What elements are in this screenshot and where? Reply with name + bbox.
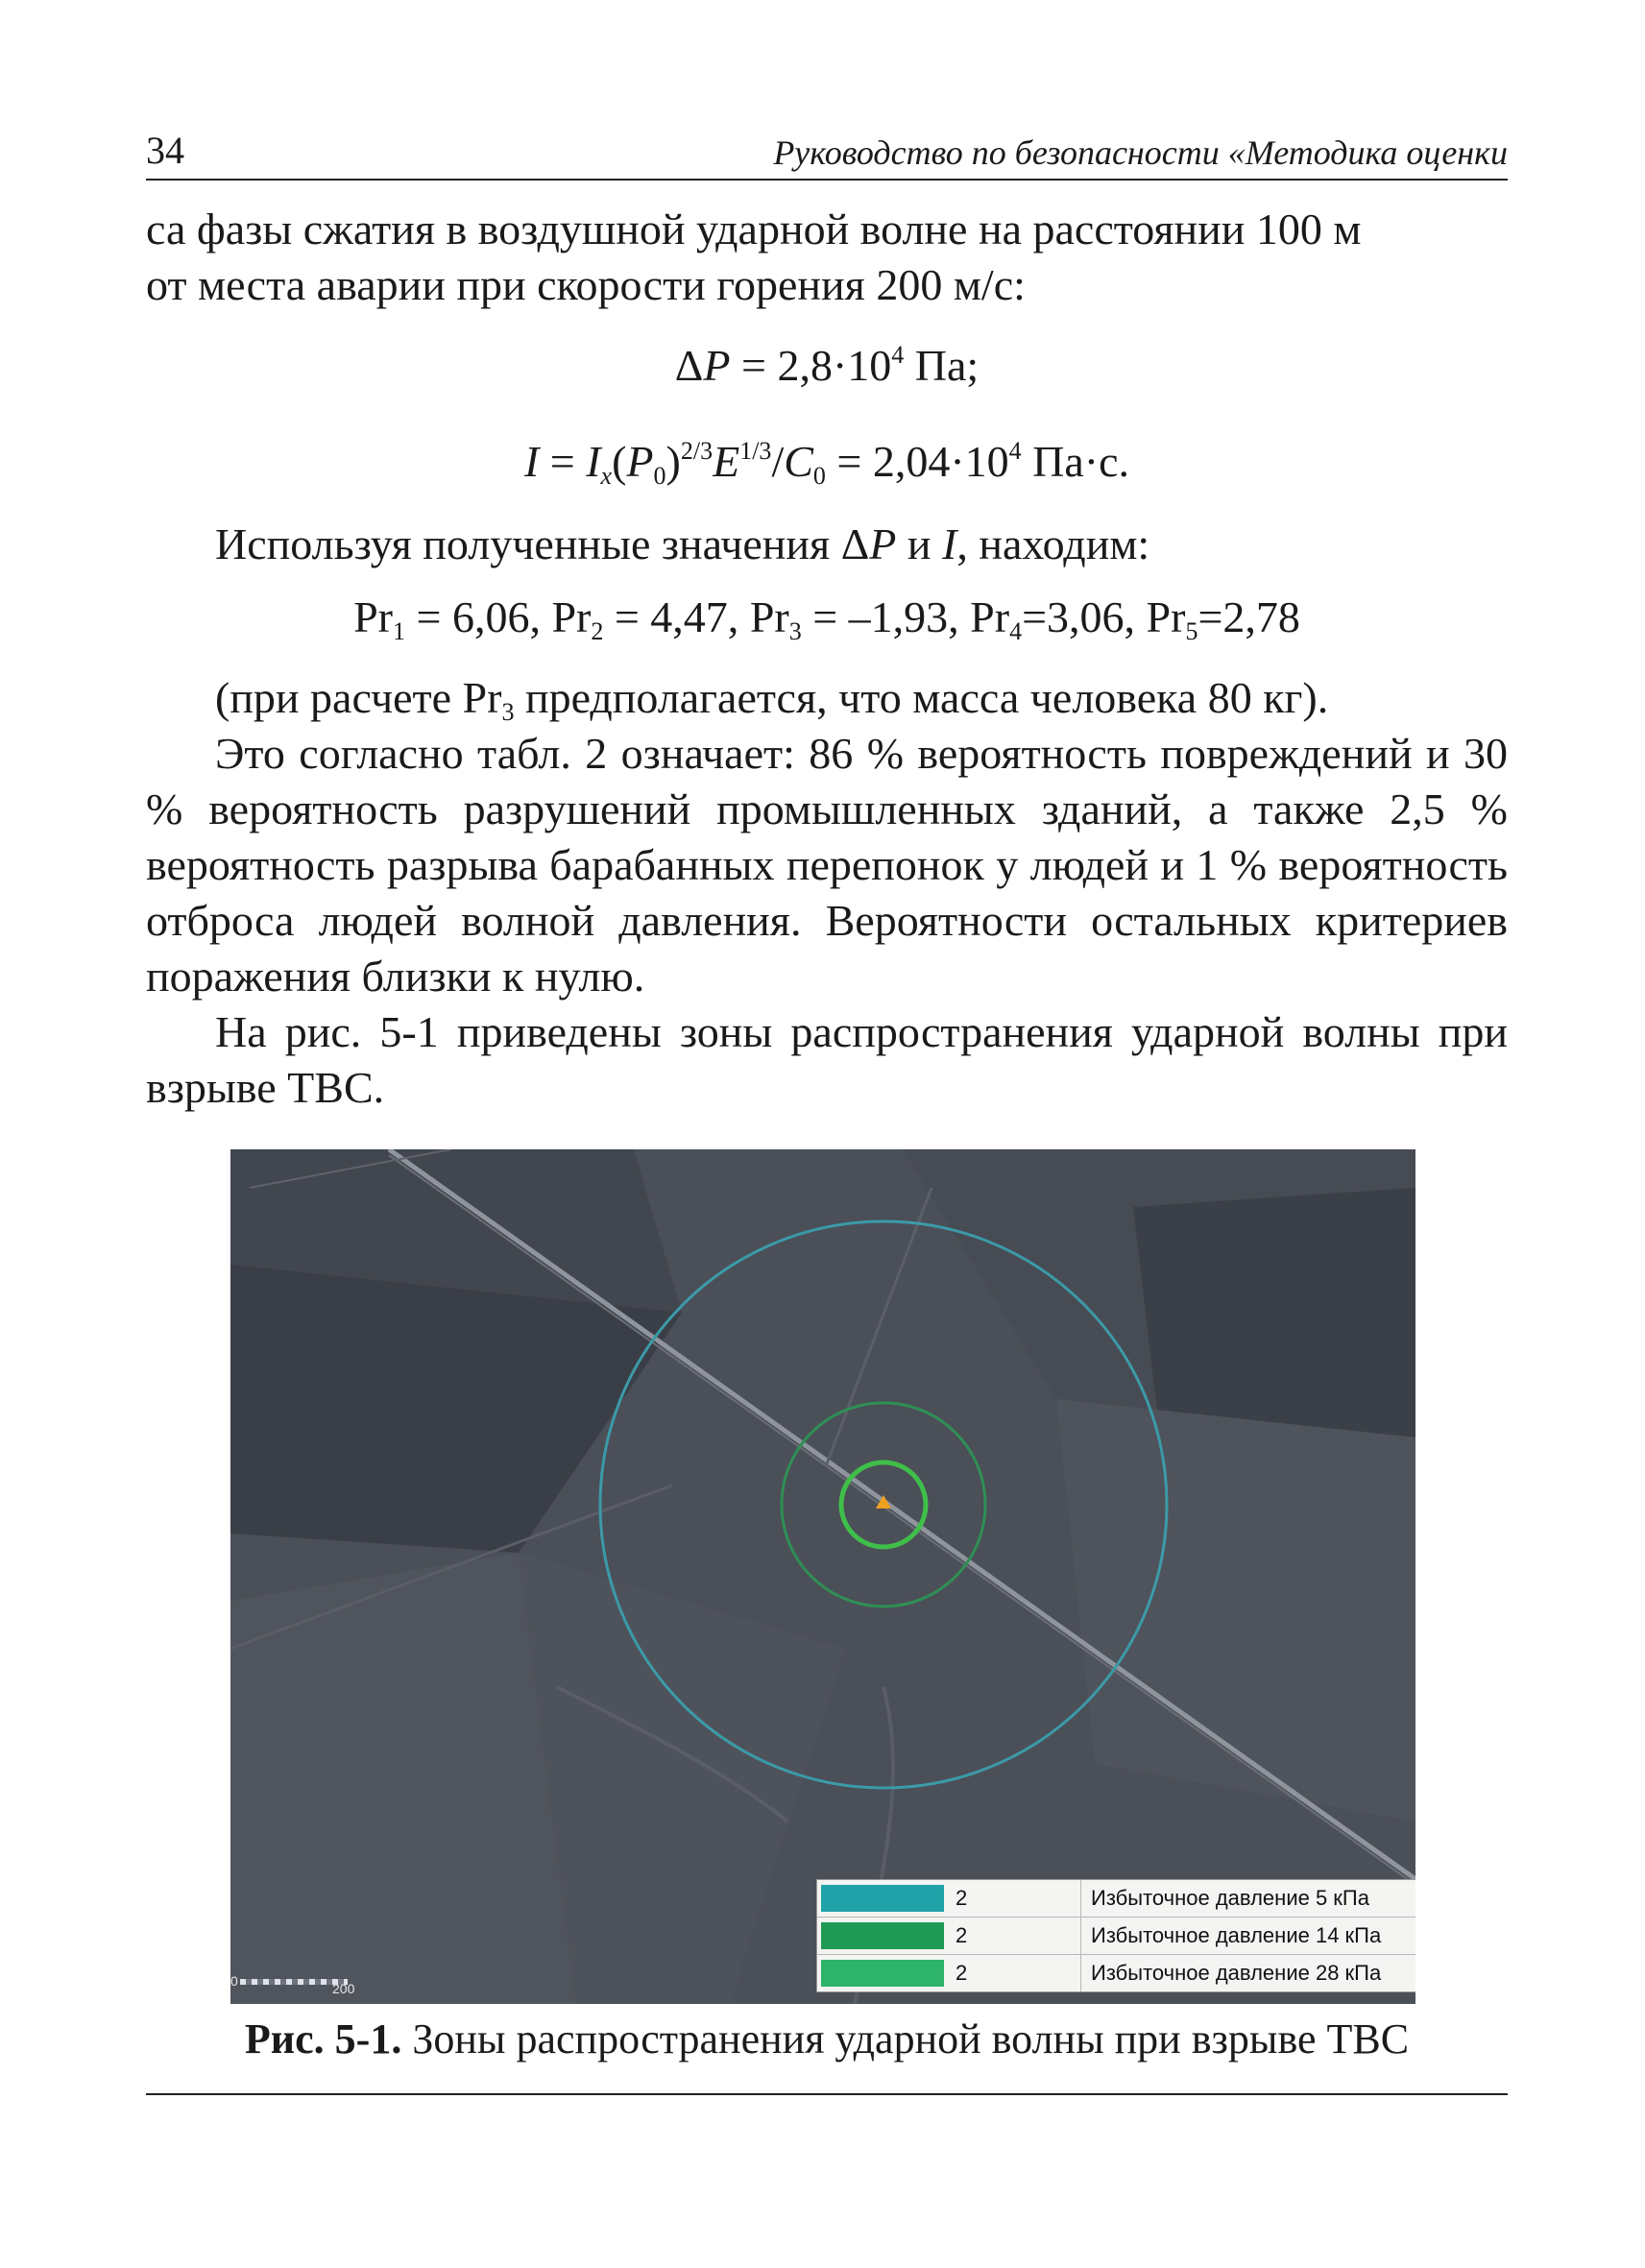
- figure-satellite-map: [230, 1149, 1415, 2004]
- eq2-p0-exp: 2/3: [680, 437, 714, 465]
- legend-value: 2: [944, 1918, 1081, 1954]
- legend-label: Избыточное давление 14 кПа: [1091, 1923, 1382, 1947]
- pr5-label: Pr: [1146, 592, 1186, 641]
- eq2-p0-open: (: [612, 437, 627, 486]
- paragraph-1-text-2: от места аварии при скорости горения 200 м/с:: [146, 260, 1026, 309]
- bottom-rule: [146, 2093, 1508, 2095]
- page-header: [146, 125, 1508, 181]
- eq1-exp: 4: [891, 341, 905, 369]
- map-scale-bar: [230, 1973, 375, 1994]
- pr3-value: = –1,93,: [801, 592, 971, 641]
- legend-swatch-5kpa: [821, 1885, 944, 1912]
- p2-before: Используя полученные значения: [215, 519, 841, 568]
- eq1-delta: Δ: [674, 341, 704, 390]
- paragraph-1-line-1: [146, 202, 1508, 257]
- equation-pressure: [146, 338, 1508, 394]
- eq2-eq: =: [539, 437, 587, 486]
- pr1-value: = 6,06,: [405, 592, 552, 641]
- eq2-unit: Па·с.: [1021, 437, 1130, 486]
- map-legend: [816, 1879, 1415, 1992]
- eq2-c-sub: 0: [812, 462, 826, 490]
- eq2-ix-sub: x: [600, 462, 613, 490]
- paragraph-5: На рис. 5-1 приведены зоны распространения ударной волны при взрыве ТВС.: [146, 1007, 1508, 1112]
- p2-p: P: [869, 519, 897, 568]
- equation-impulse: [146, 434, 1508, 490]
- pr5-value: =2,78: [1197, 592, 1300, 641]
- pr1-label: Pr: [353, 592, 393, 641]
- p3-before: (при расчете Pr: [215, 673, 502, 722]
- eq2-slash: /: [771, 437, 785, 486]
- p3-sub: 3: [501, 698, 515, 726]
- eq2-p0: P: [626, 437, 654, 486]
- eq1-var: P: [703, 341, 731, 390]
- p2-i: I: [942, 519, 957, 568]
- equation-probits: [146, 590, 1508, 645]
- paragraph-1-line-2: [146, 257, 1508, 313]
- legend-row-14kpa: [817, 1918, 1415, 1955]
- satellite-map-image: [230, 1149, 1415, 2004]
- legend-label: Избыточное давление 28 кПа: [1091, 1961, 1382, 1985]
- eq2-ix: I: [586, 437, 601, 486]
- scale-start-label: 0: [230, 1973, 238, 1989]
- p3-after: предполагается, что масса человека 80 кг).: [514, 673, 1329, 722]
- eq2-e-exp: 1/3: [739, 437, 772, 465]
- legend-row-5kpa: [817, 1880, 1415, 1918]
- pr5-sub: 5: [1185, 617, 1198, 645]
- pr2-label: Pr: [551, 592, 592, 641]
- eq2-c: C: [784, 437, 813, 486]
- figure-caption-label: Рис. 5-1.: [244, 2015, 402, 2063]
- pr2-sub: 2: [591, 617, 604, 645]
- eq1-rhs: = 2,8·10: [730, 341, 892, 390]
- pr3-label: Pr: [749, 592, 789, 641]
- p2-after: , находим:: [956, 519, 1150, 568]
- legend-value: 2: [944, 1880, 1081, 1917]
- eq2-lhs: I: [523, 437, 540, 486]
- legend-label: Избыточное давление 5 кПа: [1091, 1886, 1369, 1910]
- pr4-value: =3,06,: [1022, 592, 1147, 641]
- eq2-rhs: = 2,04·10: [825, 437, 1009, 486]
- p2-mid: и: [896, 519, 943, 568]
- eq1-unit: Па;: [904, 341, 980, 390]
- legend-swatch-14kpa: [821, 1922, 944, 1949]
- pr3-sub: 3: [788, 617, 802, 645]
- legend-row-28kpa: [817, 1955, 1415, 1991]
- eq2-p0-sub: 0: [653, 462, 666, 490]
- pr4-sub: 4: [1009, 617, 1023, 645]
- eq2-p0-close: ): [665, 437, 681, 486]
- paragraph-3: [146, 670, 1508, 726]
- p2-delta: Δ: [840, 519, 870, 568]
- paragraph-1-text-1: са фазы сжатия в воздушной ударной волне на расстоянии 100 м: [146, 205, 1362, 253]
- pr4-label: Pr: [970, 592, 1010, 641]
- eq2-e: E: [713, 437, 740, 486]
- figure-caption-text: Зоны распространения ударной волны при взрыве ТВС: [401, 2015, 1410, 2063]
- field-patch-5: [230, 1553, 576, 2004]
- eq2-rhs-exp: 4: [1008, 437, 1022, 465]
- paragraph-2: [146, 517, 1508, 572]
- paragraph-4: Это согласно табл. 2 означает: 86 % вероятность повреждений и 30 % вероятность разрушений промышленных зданий, а также 2,5 % вероятность разрыва барабанных перепонок у людей и 1 % вероятность отброса людей волной давления. Вероятности остальных критериев поражения близки к нулю.: [146, 729, 1508, 1001]
- figure-caption: [146, 2012, 1508, 2067]
- running-title: Руководство по безопасности «Методика оценки: [773, 133, 1508, 172]
- scale-end-label: 200: [332, 1981, 355, 1996]
- legend-value: 2: [944, 1955, 1081, 1991]
- pr1-sub: 1: [393, 617, 405, 645]
- page-number: 34: [146, 129, 184, 172]
- pr2-value: = 4,47,: [603, 592, 750, 641]
- legend-swatch-28kpa: [821, 1960, 944, 1987]
